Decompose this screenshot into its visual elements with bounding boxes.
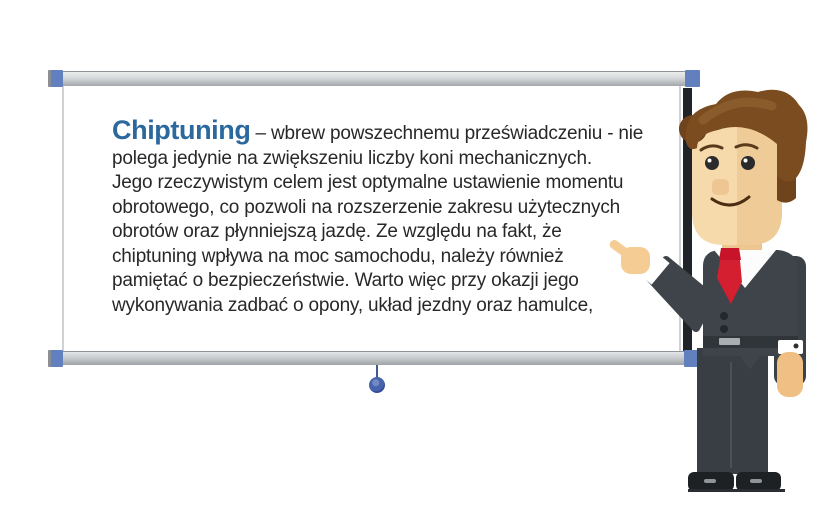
cufflink (794, 344, 799, 349)
text-line: obrotowego, co pozwoli na rozszerzenie zakresu użytecznych (112, 196, 620, 218)
presenter-right-hand (777, 352, 803, 397)
jacket-button (720, 312, 728, 320)
text-line-rest: – wbrew powszechnemu przeświadczeniu - nie (255, 123, 644, 144)
right-cuff (778, 340, 803, 354)
text-line: obrotów oraz płynniejszą jazdę. Ze względu na fakt, że (112, 221, 562, 242)
shoe-detail (704, 479, 716, 483)
board-corner-top-left (48, 70, 63, 87)
belt-buckle (719, 338, 740, 345)
shoe-base-line (688, 489, 785, 492)
text-line: polega jedynie na zwiększeniu liczby koni mechanicznych. (112, 147, 592, 169)
jacket-button (720, 325, 728, 333)
board-top-bar (57, 71, 686, 86)
text-line: chiptuning wpływa na moc samochodu, należy również (112, 245, 564, 267)
screen-pull-knob (369, 377, 385, 393)
presenter-trousers (697, 348, 768, 474)
text-line (112, 117, 672, 147)
text-line: Jego rzeczywistym celem jest optymalne ustawienie momentu (112, 172, 624, 193)
board-text-block (112, 117, 672, 318)
presenter-nose (712, 179, 729, 195)
text-line: pamiętać o bezpieczeństwie. Warto więc przy okazji jego (112, 270, 579, 291)
presenter-tie-knot (719, 248, 741, 260)
text-line: wykonywania zadbać o opony, układ jezdny oraz hamulce, (112, 294, 594, 316)
eye-left (705, 156, 719, 170)
eye-right (741, 156, 755, 170)
shoe-detail (750, 479, 762, 483)
board-bottom-bar (57, 351, 686, 365)
eye-glint (708, 159, 712, 163)
board-corner-bottom-left (48, 350, 63, 367)
presenter-character (600, 80, 828, 510)
trouser-crease (730, 362, 732, 468)
eye-glint (744, 159, 748, 163)
heading-chiptuning: Chiptuning (112, 115, 251, 145)
